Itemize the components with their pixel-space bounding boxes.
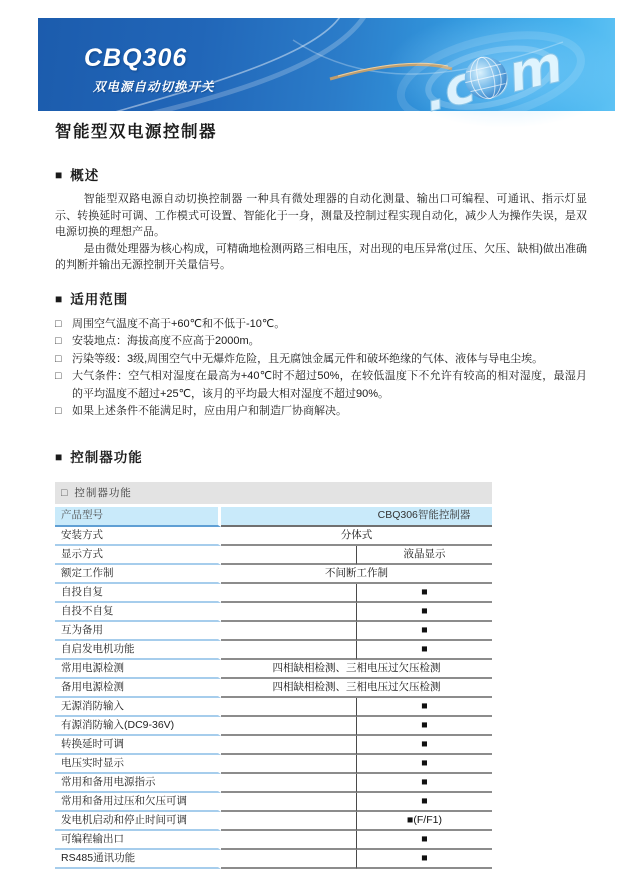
header-value-cell: CBQ306智能控制器 (356, 507, 492, 527)
scope-heading-label: 适用范围 (70, 291, 129, 307)
row-spacer (221, 793, 356, 812)
table-row (55, 831, 492, 850)
row-value: ■ (356, 698, 492, 717)
row-spacer (221, 755, 356, 774)
list-item-text: 大气条件：空气相对湿度在最高为+40℃时不超过50%，在较低温度下不允许有较高的相对湿度，最湿月的平均温度不超过+25℃，该月的平均最大相对湿度不超过90%。 (72, 370, 587, 400)
row-spacer (221, 603, 356, 622)
product-banner (38, 18, 615, 111)
row-label: 自启发电机功能 (55, 641, 221, 660)
page-content (55, 118, 587, 869)
table-row (55, 736, 492, 755)
row-label: RS485通讯功能 (55, 850, 221, 869)
section-bullet-icon: ■ (55, 168, 64, 182)
row-value: 四相缺相检测、三相电压过欠压检测 (221, 660, 492, 679)
row-value: 不间断工作制 (221, 565, 492, 584)
section-bullet-icon: ■ (55, 449, 64, 464)
page-title: 智能型双电源控制器 (55, 123, 217, 141)
row-label: 显示方式 (55, 546, 221, 565)
row-spacer (221, 717, 356, 736)
checkbox-bullet-icon: □ (55, 352, 62, 365)
row-label: 无源消防输入 (55, 698, 221, 717)
row-value: 四相缺相检测、三相电压过欠压检测 (221, 679, 492, 698)
row-value: ■(F/F1) (356, 812, 492, 831)
table-row (55, 755, 492, 774)
table-row (55, 850, 492, 869)
checkbox-bullet-icon: □ (55, 405, 62, 417)
table-row (55, 546, 492, 565)
row-spacer (221, 850, 356, 869)
table-row (55, 793, 492, 812)
overview-heading-label: 概述 (70, 168, 100, 183)
row-value: 液晶显示 (356, 546, 492, 565)
row-value: 分体式 (221, 527, 492, 546)
row-spacer (221, 831, 356, 850)
table-row (55, 603, 492, 622)
list-item-text: 如果上述条件不能满足时，应由用户和制造厂协商解决。 (72, 405, 347, 417)
row-label: 转换延时可调 (55, 736, 221, 755)
row-value: ■ (356, 717, 492, 736)
row-spacer (221, 774, 356, 793)
row-label: 互为备用 (55, 622, 221, 641)
table-row (55, 812, 492, 831)
row-value: ■ (356, 622, 492, 641)
row-label: 常用电源检测 (55, 660, 221, 679)
list-item-text: 污染等级：3级,周围空气中无爆炸危险，且无腐蚀金属元件和破坏绝缘的气体、液体与导电尘埃。 (72, 352, 544, 365)
section-heading-functions (55, 446, 587, 466)
table-header-row (55, 507, 492, 527)
table-caption-bar (55, 482, 492, 504)
caption-bullet-icon: □ (61, 486, 69, 499)
row-value: ■ (356, 736, 492, 755)
table-row (55, 622, 492, 641)
table-row (55, 527, 492, 546)
section-bullet-icon: ■ (55, 291, 64, 306)
list-item (55, 316, 587, 334)
table-caption-label: 控制器功能 (74, 486, 132, 499)
section-heading-overview (55, 164, 587, 184)
checkbox-bullet-icon: □ (55, 370, 62, 382)
row-value: ■ (356, 831, 492, 850)
row-value: ■ (356, 850, 492, 869)
scope-list (55, 316, 587, 421)
product-subtitle: 双电源自动切换开关 (93, 80, 215, 94)
row-label: 有源消防输入(DC9-36V) (55, 717, 221, 736)
list-item-text: 安装地点：海拔高度不应高于2000m。 (72, 335, 260, 347)
table-row (55, 698, 492, 717)
list-item (55, 351, 587, 369)
header-label-cell: 产品型号 (55, 507, 221, 527)
table-row (55, 679, 492, 698)
table-row (55, 641, 492, 660)
row-value: ■ (356, 603, 492, 622)
overview-paragraph: 是由微处理器为核心构成，可精确地检测两路三相电压，对出现的电压异常(过压、欠压、缺相)做出准确的判断并输出无源控制开关量信号。 (55, 242, 587, 271)
product-model: CBQ306 (84, 44, 188, 72)
functions-table (55, 507, 492, 869)
table-row (55, 717, 492, 736)
row-label: 自投不自复 (55, 603, 221, 622)
row-value: ■ (356, 755, 492, 774)
row-spacer (221, 641, 356, 660)
row-value: ■ (356, 774, 492, 793)
row-spacer (221, 584, 356, 603)
row-label: 额定工作制 (55, 565, 221, 584)
checkbox-bullet-icon: □ (55, 335, 62, 347)
list-item (55, 403, 587, 421)
row-label: 常用和备用过压和欠压可调 (55, 793, 221, 812)
overview-paragraph: 智能型双路电源自动切换控制器 一种具有微处理器的自动化测量、输出口可编程、可通讯、指示灯显示、转换延时可调、工作模式可设置、智能化于一身，测量及控制过程实现自动化，减少人为操作失误，是双电源切换的理想产品。 (55, 193, 587, 238)
row-label: 自投自复 (55, 584, 221, 603)
row-label: 发电机启动和停止时间可调 (55, 812, 221, 831)
row-value: ■ (356, 584, 492, 603)
row-spacer (221, 622, 356, 641)
section-heading-scope (55, 288, 587, 308)
row-label: 备用电源检测 (55, 679, 221, 698)
row-label: 可编程输出口 (55, 831, 221, 850)
checkbox-bullet-icon: □ (55, 317, 62, 330)
table-row (55, 774, 492, 793)
table-row (55, 584, 492, 603)
list-item (55, 368, 587, 403)
functions-heading-label: 控制器功能 (70, 449, 143, 465)
row-spacer (221, 736, 356, 755)
row-spacer (221, 698, 356, 717)
table-row (55, 660, 492, 679)
row-value: ■ (356, 641, 492, 660)
row-label: 常用和备用电源指示 (55, 774, 221, 793)
row-spacer (221, 812, 356, 831)
row-label: 电压实时显示 (55, 755, 221, 774)
row-spacer (221, 546, 356, 565)
header-spacer-cell (221, 507, 356, 527)
table-row (55, 565, 492, 584)
list-item-text: 周围空气温度不高于+60℃和不低于-10℃。 (72, 317, 286, 330)
row-label: 安装方式 (55, 527, 221, 546)
list-item (55, 333, 587, 351)
row-value: ■ (356, 793, 492, 812)
